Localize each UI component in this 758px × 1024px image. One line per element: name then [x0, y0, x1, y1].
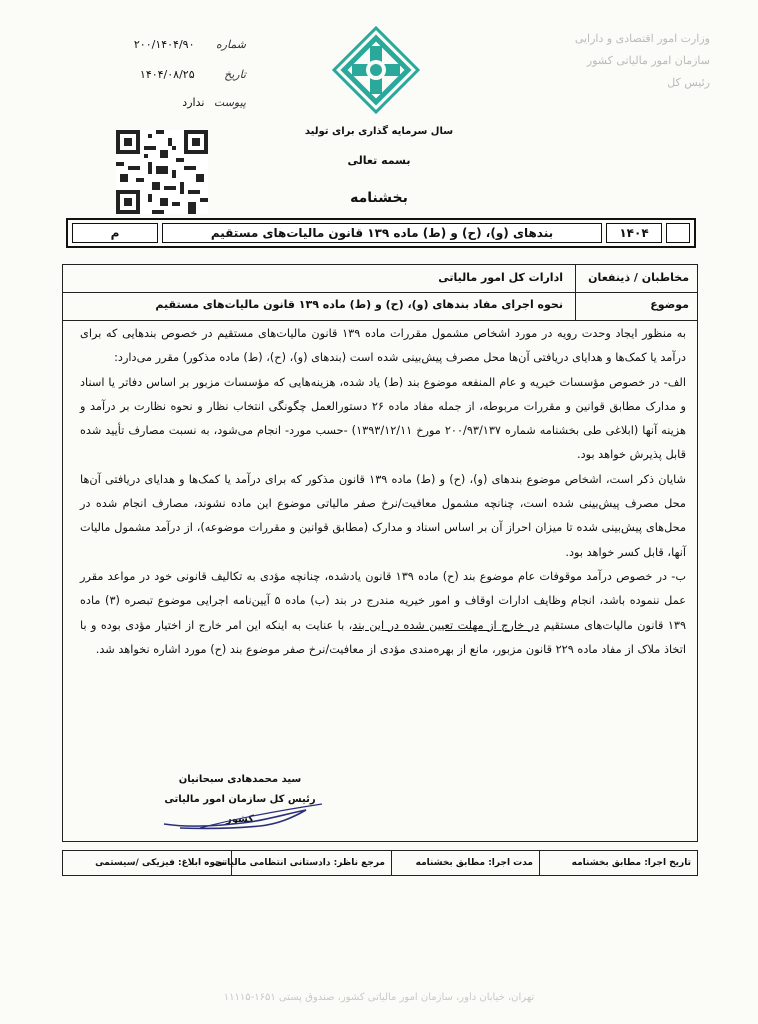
body-be-part-2: ، با عنایت به اینکه این امر خارج از اختیار مؤدی بوده و با اتخاذ ملاک از مفاد ماده ۲۲۹ قانون مزبور، مانع از بهره‌مندی مؤدی از معافیت/نرخ صفر موضوع بند (ح) مورد اشاره نخواهد شد.: [80, 618, 686, 656]
signatory-name: سید محمدهادی سبحانیان: [178, 774, 302, 785]
header-bottom-divider: [63, 320, 697, 321]
tax-organization-logo: [330, 24, 422, 116]
attachment-row: [96, 96, 246, 109]
footer-validity: مدت اجرا: مطابق بخشنامه: [415, 858, 533, 868]
number-label: شماره: [215, 38, 246, 51]
qr-code: [116, 130, 208, 214]
title-subject: بندهای (و)، (ح) و (ط) ماده ۱۳۹ قانون مالیات‌های مستقیم: [162, 223, 602, 243]
footer-exec-date: تاریخ اجرا: مطابق بخشنامه: [571, 858, 691, 868]
circular-title-bar: [66, 218, 696, 248]
audience-value: ادارات کل امور مالیاتی: [438, 271, 563, 284]
signatory-position: رئیس کل سازمان امور مالیاتی کشور: [164, 794, 316, 825]
besm-heading: بسمه تعالی: [347, 154, 411, 167]
execution-footer: [62, 850, 698, 876]
letterhead-line-3: رئیس کل: [667, 76, 710, 89]
body-paragraph-be: [80, 565, 686, 662]
body-paragraph-note: شایان ذکر است، اشخاص موضوع بندهای (و)، (ح) و (ط) ماده ۱۳۹ قانون مذکور که برای درآمد یا کمک‌ها و هدایای دریافتی آن‌ها محل مصرف پیش‌بینی شده است، چنانچه مشمول معافیت/نرخ صفر مالیاتی موضوع این ماده نشوند، مصارف انجام شده در محل‌های پیش‌بینی شده تا میزان احراز آن بر اساس اسناد و مدارک (مطابق قوانین و مقررات موضوعه)، از درآمد مشمول مالیات آنها، قابل کسر خواهد بود.: [80, 472, 686, 559]
date-value: ۱۴۰۴/۰۸/۲۵: [139, 68, 195, 81]
header-divider: [575, 265, 576, 321]
number-row: [96, 38, 246, 51]
date-row: [96, 68, 246, 81]
subject-value: نحوه اجرای مفاد بندهای (و)، (ح) و (ط) ماده ۱۳۹ قانون مالیات‌های مستقیم: [155, 298, 563, 311]
body-be-underlined: در خارج از مهلت تعیین شده در این بند: [352, 618, 540, 632]
letterhead-faded: [560, 28, 710, 94]
body-paragraph-alef: الف- در خصوص مؤسسات خیریه و عام المنفعه موضوع بند (ط) یاد شده، هزینه‌هایی که مؤسسات مزبور بر اساس دفاتر یا اسناد و مدارک مطابق قوانین و مقررات مربوطه، از جمله مفاد ماده ۲۶ دستورالعمل چگونگی انتخاب نظار و نحوه نظارت بر درآمد و هزینه آنها (ابلاغی طی بخشنامه شماره ۲۰۰/۹۳/۱۳۷ مورخ ۱۳۹۳/۱۲/۱۱) -حسب مورد- انجام می‌شود، به نسبت مصارف تأیید شده قابل پذیرش خواهد بود.: [80, 375, 686, 462]
footer-delivery: نحوه ابلاغ: فیزیکی /سیستمی: [95, 858, 225, 868]
year-slogan: سال سرمایه گذاری برای تولید: [304, 126, 454, 137]
title-bar-empty-cell: [666, 223, 690, 243]
footer-supervisor: مرجع ناظر: دادستانی انتظامی مالیاتی: [214, 858, 385, 868]
body-be-part-1: ب- در خصوص درآمد موقوفات عام موضوع بند (ح) ماده ۱۳۹ قانون یادشده، چنانچه مؤدی به تکالیف قانونی خود در مواعد مقرر عمل ننموده باشد، انجام وظایف ادارات اوقاف و امور خیریه مندرج در بند (ب) ماده ۵ آیین‌نامه اجرایی موضوع تبصره (۳) ماده ۱۳۹ قانون مالیات‌های مستقیم: [80, 569, 687, 632]
header-row-divider: [63, 292, 697, 293]
document-type-title: بخشنامه: [350, 190, 408, 206]
footer-divider-2: [391, 851, 392, 875]
audience-label: مخاطبان / ذینفعان: [588, 271, 689, 284]
title-code: م: [72, 223, 158, 243]
handwritten-signature: [160, 798, 330, 832]
postal-address: تهران، خیابان داور، سازمان امور مالیاتی کشور، صندوق پستی ۱۶۵۱-۱۱۱۱۵: [223, 992, 535, 1003]
letterhead-line-1: وزارت امور اقتصادی و دارایی: [574, 32, 710, 45]
title-year: ۱۴۰۴: [606, 223, 662, 243]
subject-label: موضوع: [650, 298, 689, 311]
attachment-label: پیوست: [213, 96, 246, 109]
attachment-value: ندارد: [182, 96, 205, 109]
footer-divider-1: [539, 851, 540, 875]
letterhead-line-2: سازمان امور مالیاتی کشور: [586, 54, 710, 67]
body-paragraph-intro: به منظور ایجاد وحدت رویه در مورد اشخاص مشمول مقررات ماده ۱۳۹ قانون مالیات‌های مستقیم در خصوص بندهایی که برای درآمد یا کمک‌ها و هدایای دریافتی آن‌ها محل مصرف پیش‌بینی شده است (بندهای (و)، (ح)، (ط) ماده مذکور) مقرر می‌دارد:: [80, 327, 686, 365]
date-label: تاریخ: [224, 68, 246, 81]
number-value: ۲۰۰/۱۴۰۴/۹۰: [133, 38, 195, 51]
circular-body-text: [80, 322, 686, 662]
